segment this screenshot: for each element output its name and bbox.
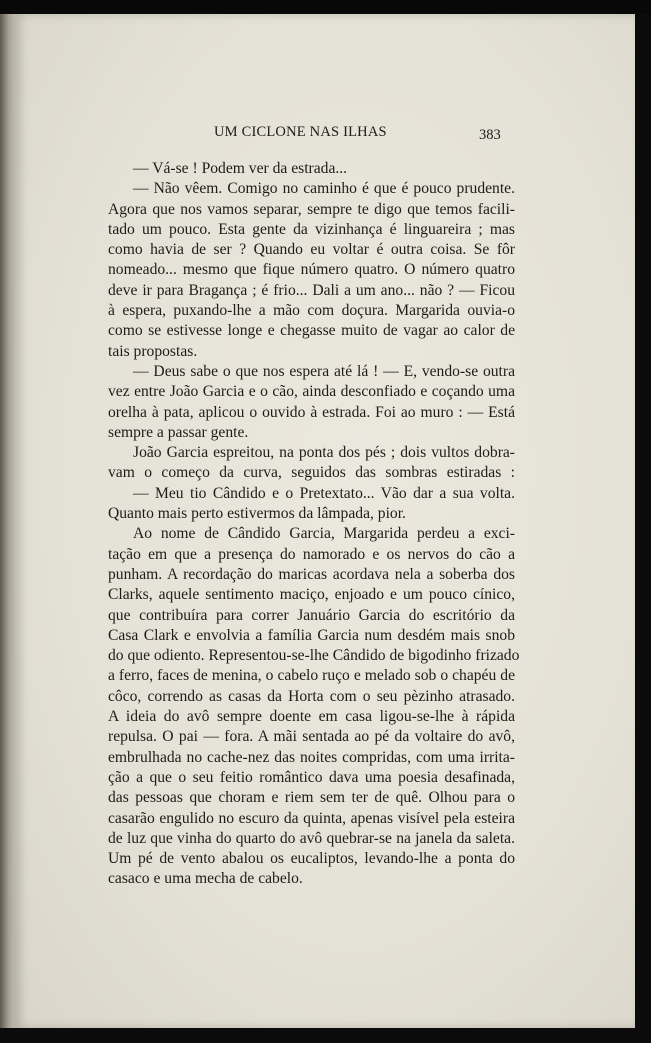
- text-line: casarão engulido no escuro da quinta, apenas visível pela esteira: [108, 809, 515, 827]
- book-page: [14, 14, 635, 1028]
- text-line: punham. A recordação do maricas acordava nela a soberba dos: [108, 565, 515, 583]
- text-line: — Deus sabe o que nos espera até lá ! — E, vendo-se outra: [133, 362, 515, 380]
- text-line: Quanto mais perto estivermos da lâmpada, pior.: [108, 505, 406, 523]
- text-line: à espera, puxando-lhe a mão com doçura. Margarida ouvia-o: [108, 302, 515, 320]
- text-line: tado um pouco. Esta gente da vizinhança é linguareira ; mas: [108, 220, 515, 238]
- text-line: do que odiento. Representou-se-lhe Cândido de bigodinho frizado: [108, 647, 520, 665]
- text-line: como se estivesse longe e chegasse muito de vagar ao calor de: [108, 322, 515, 340]
- body-text: [108, 159, 520, 890]
- text-line: de luz que vinha do quarto do avô quebrar-se na janela da saleta.: [108, 829, 515, 847]
- text-line: — Não vêem. Comigo no caminho é que é pouco prudente.: [133, 180, 515, 198]
- text-line: ção a que o seu feitio romântico dava uma poesia desafinada,: [108, 768, 515, 786]
- scan-background: [0, 0, 651, 14]
- text-line: A ideia do avô sempre doente em casa ligou-se-lhe à rápida: [108, 708, 515, 726]
- text-line: como havia de ser ? Quando eu voltar é outra coisa. Se fôr: [108, 241, 515, 259]
- text-line: Um pé de vento abalou os eucaliptos, levando-lhe a ponta do: [108, 850, 515, 868]
- text-line: sempre a passar gente.: [108, 423, 249, 441]
- text-line: nomeado... mesmo que fique número quatro. O número quatro: [108, 261, 515, 279]
- text-line: côco, correndo as casas da Horta com o seu pèzinho atrasado.: [108, 687, 515, 705]
- text-line: vam o começo da curva, seguidos das sombras estiradas :: [108, 464, 515, 482]
- text-line: a ferro, faces de menina, o cabelo ruço e melado sob o chapéu de: [108, 667, 515, 685]
- text-line: João Garcia espreitou, na ponta dos pés ; dois vultos dobra-: [133, 444, 515, 462]
- text-line: tação em que a presença do namorado e os nervos do cão a: [108, 545, 515, 563]
- text-line: Casa Clark e envolvia a família Garcia num desdém mais snob: [108, 626, 515, 644]
- text-line: orelha à pata, aplicou o ouvido à estrada. Foi ao muro : — Está: [108, 403, 515, 421]
- text-line: — Vá-se ! Podem ver da estrada...: [133, 160, 348, 177]
- text-line: repulsa. O pai — fora. A mãi sentada ao pé da voltaire do avô,: [108, 728, 515, 746]
- text-line: vez entre João Garcia e o cão, ainda desconfiado e coçando uma: [108, 383, 515, 401]
- text-line: Agora que nos vamos separar, sempre te digo que temos facili-: [108, 200, 515, 218]
- text-line: — Meu tio Cândido e o Pretextato... Vão dar a sua volta.: [133, 484, 515, 502]
- text-line: que contribuíra para correr Januário Garcia do escritório da: [108, 606, 515, 624]
- text-line: Ao nome de Cândido Garcia, Margarida perdeu a exci-: [133, 525, 515, 543]
- text-line: deve ir para Bragança ; é frio... Dali a um ano... não ? — Ficou: [108, 281, 515, 299]
- text-line: tais propostas.: [108, 342, 198, 360]
- text-line: das pessoas que choram e riem sem ter de quê. Olhou para o: [108, 789, 515, 807]
- text-line: Clarks, aquele sentimento maciço, enjoado e um pouco cínico,: [108, 586, 515, 604]
- page-number: 383: [479, 127, 501, 143]
- running-title: UM CICLONE NAS ILHAS: [214, 124, 387, 140]
- text-line: embrulhada no cache-nez das noites compridas, com uma irrita-: [108, 748, 515, 766]
- page-header: [14, 124, 635, 144]
- text-line: casaco e uma mecha de cabelo.: [108, 870, 303, 888]
